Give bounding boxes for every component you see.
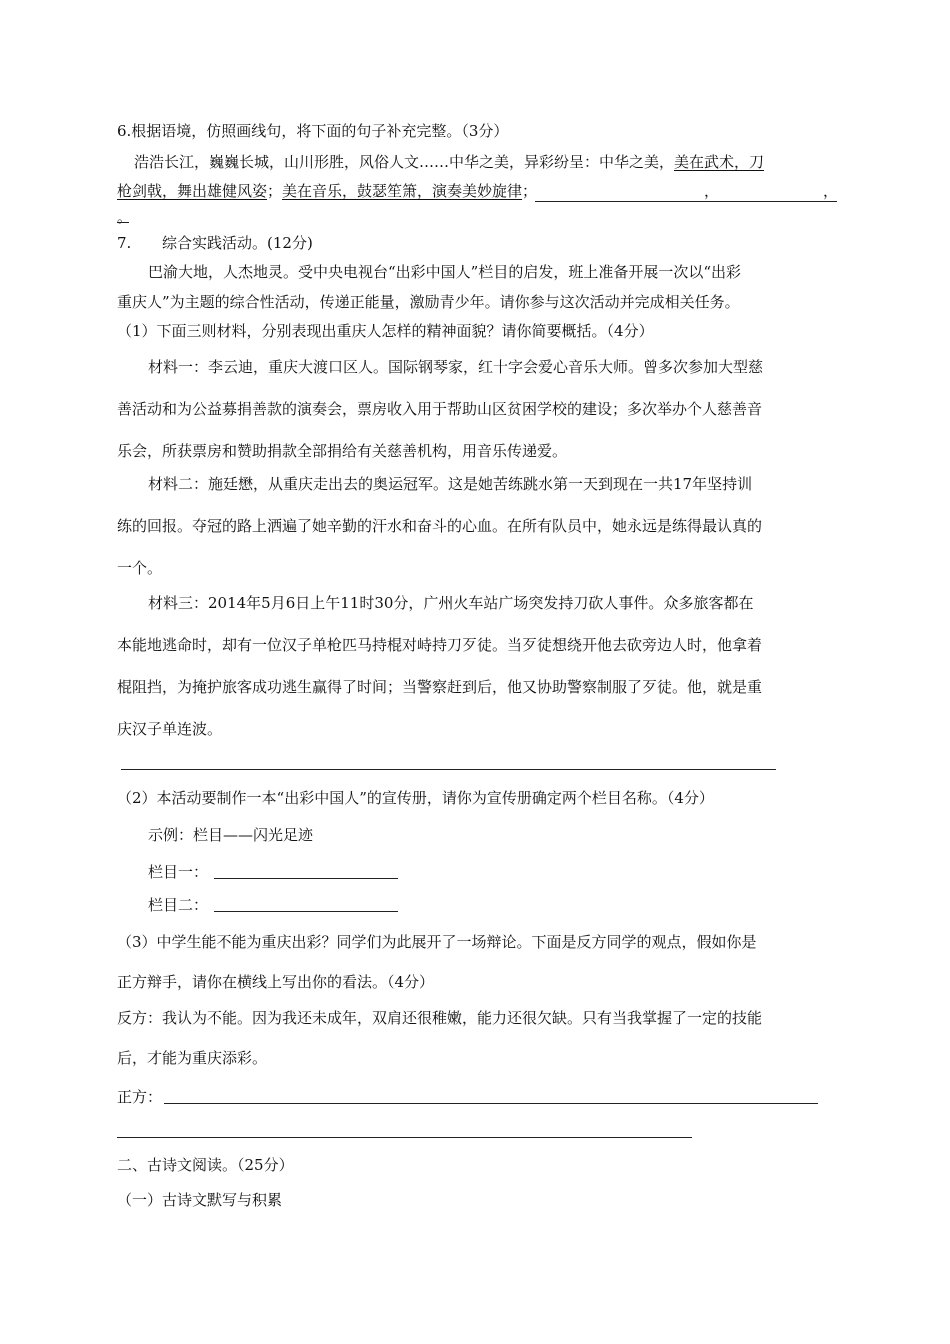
- q6-underlined-example-start: 美在武术，刀: [674, 153, 765, 171]
- column-example: 示例：栏目——闪光足迹: [148, 826, 314, 844]
- q7-part2-title: （2）本活动要制作一本“出彩中国人”的宣传册，请你为宣传册确定两个栏目名称。（4分）: [117, 789, 714, 807]
- column-2-blank[interactable]: [214, 911, 398, 912]
- section-2-subsection-1: （一）古诗文默写与积累: [117, 1191, 283, 1209]
- con-side-line-2: 后，才能为重庆添彩。: [117, 1049, 268, 1067]
- q6-blank-comma-1: ，: [704, 182, 720, 200]
- part1-answer-line[interactable]: [121, 769, 776, 770]
- pro-side-answer-line-2[interactable]: [117, 1137, 692, 1138]
- q7-intro-1: 巴渝大地，人杰地灵。受中央电视台“出彩中国人”栏目的启发，班上准备开展一次以“出彩: [148, 263, 742, 281]
- material-3-line-1: 材料三：2014年5月6日上午11时30分，广州火车站广场突发持刀砍人事件。众多旅客都在: [148, 594, 754, 612]
- material-1-line-1: 材料一：李云迪，重庆大渡口区人。国际钢琴家，红十字会爱心音乐大师。曾多次参加大型慈: [148, 358, 764, 376]
- column-1-label: 栏目一：: [148, 863, 209, 881]
- q6-semicolon-2: ；: [522, 182, 538, 200]
- q7-part1-title: （1）下面三则材料，分别表现出重庆人怎样的精神面貌？请你简要概括。（4分）: [117, 322, 654, 340]
- q6-line1: [134, 152, 764, 172]
- column-2-label: 栏目二：: [148, 896, 209, 914]
- q7-title: 综合实践活动。(12分): [162, 234, 313, 252]
- material-3-line-4: 庆汉子单连波。: [117, 720, 223, 738]
- q6-answer-blank[interactable]: [535, 201, 837, 202]
- section-2-title: 二、古诗文阅读。（25分）: [117, 1156, 294, 1174]
- material-3-line-2: 本能地逃命时，却有一位汉子单枪匹马持棍对峙持刀歹徒。当歹徒想绕开他去砍旁边人时，他拿着: [117, 636, 763, 654]
- q6-line1-text: 浩浩长江，巍巍长城，山川形胜，风俗人文……中华之美，异彩纷呈：中华之美，: [134, 153, 675, 171]
- q7-part3-line-1: （3）中学生能不能为重庆出彩？同学们为此展开了一场辩论。下面是反方同学的观点，假如你是: [117, 933, 757, 951]
- con-side-line-1: 反方：我认为不能。因为我还未成年，双肩还很稚嫩，能力还很欠缺。只有当我掌握了一定的技能: [117, 1009, 763, 1027]
- pro-side-label: 正方：: [117, 1088, 163, 1106]
- material-3-line-3: 棍阻挡，为掩护旅客成功逃生赢得了时间；当警察赶到后，他又协助警察制服了歹徒。他，就是重: [117, 678, 763, 696]
- q6-answer-blank-end[interactable]: [117, 222, 129, 223]
- column-1-blank[interactable]: [214, 878, 398, 879]
- material-1-line-2: 善活动和为公益募捐善款的演奏会，票房收入用于帮助山区贫困学校的建设；多次举办个人慈善音: [117, 400, 763, 418]
- q7-number: 7.: [117, 234, 132, 252]
- q7-intro-2: 重庆人”为主题的综合性活动，传递正能量，激励青少年。请你参与这次活动并完成相关任务。: [117, 293, 740, 311]
- material-2-line-2: 练的回报。夺冠的路上洒遍了她辛勤的汗水和奋斗的心血。在所有队员中，她永远是练得最认真的: [117, 517, 763, 535]
- q6-line3: 。: [117, 208, 133, 226]
- q6-blank-comma-2: ，: [823, 182, 839, 200]
- material-1-line-3: 乐会，所获票房和赞助捐款全部捐给有关慈善机构，用音乐传递爱。: [117, 442, 568, 460]
- q6-given-sentence: 美在音乐，鼓瑟笙箫，演奏美妙旋律: [282, 182, 523, 200]
- pro-side-answer-line-1[interactable]: [164, 1103, 818, 1104]
- material-2-line-1: 材料二：施廷懋，从重庆走出去的奥运冠军。这是她苦练跳水第一天到现在一共17年坚持训: [148, 475, 753, 493]
- q6-semicolon: ；: [267, 182, 283, 200]
- q7-part3-line-2: 正方辩手，请你在横线上写出你的看法。（4分）: [117, 973, 435, 991]
- q6-line2: [117, 181, 537, 201]
- q6-underlined-example-end: 枪剑戟，舞出雄健风姿: [117, 182, 268, 200]
- q6-title: 6.根据语境，仿照画线句，将下面的句子补充完整。（3分）: [117, 122, 509, 140]
- material-2-line-3: 一个。: [117, 559, 163, 577]
